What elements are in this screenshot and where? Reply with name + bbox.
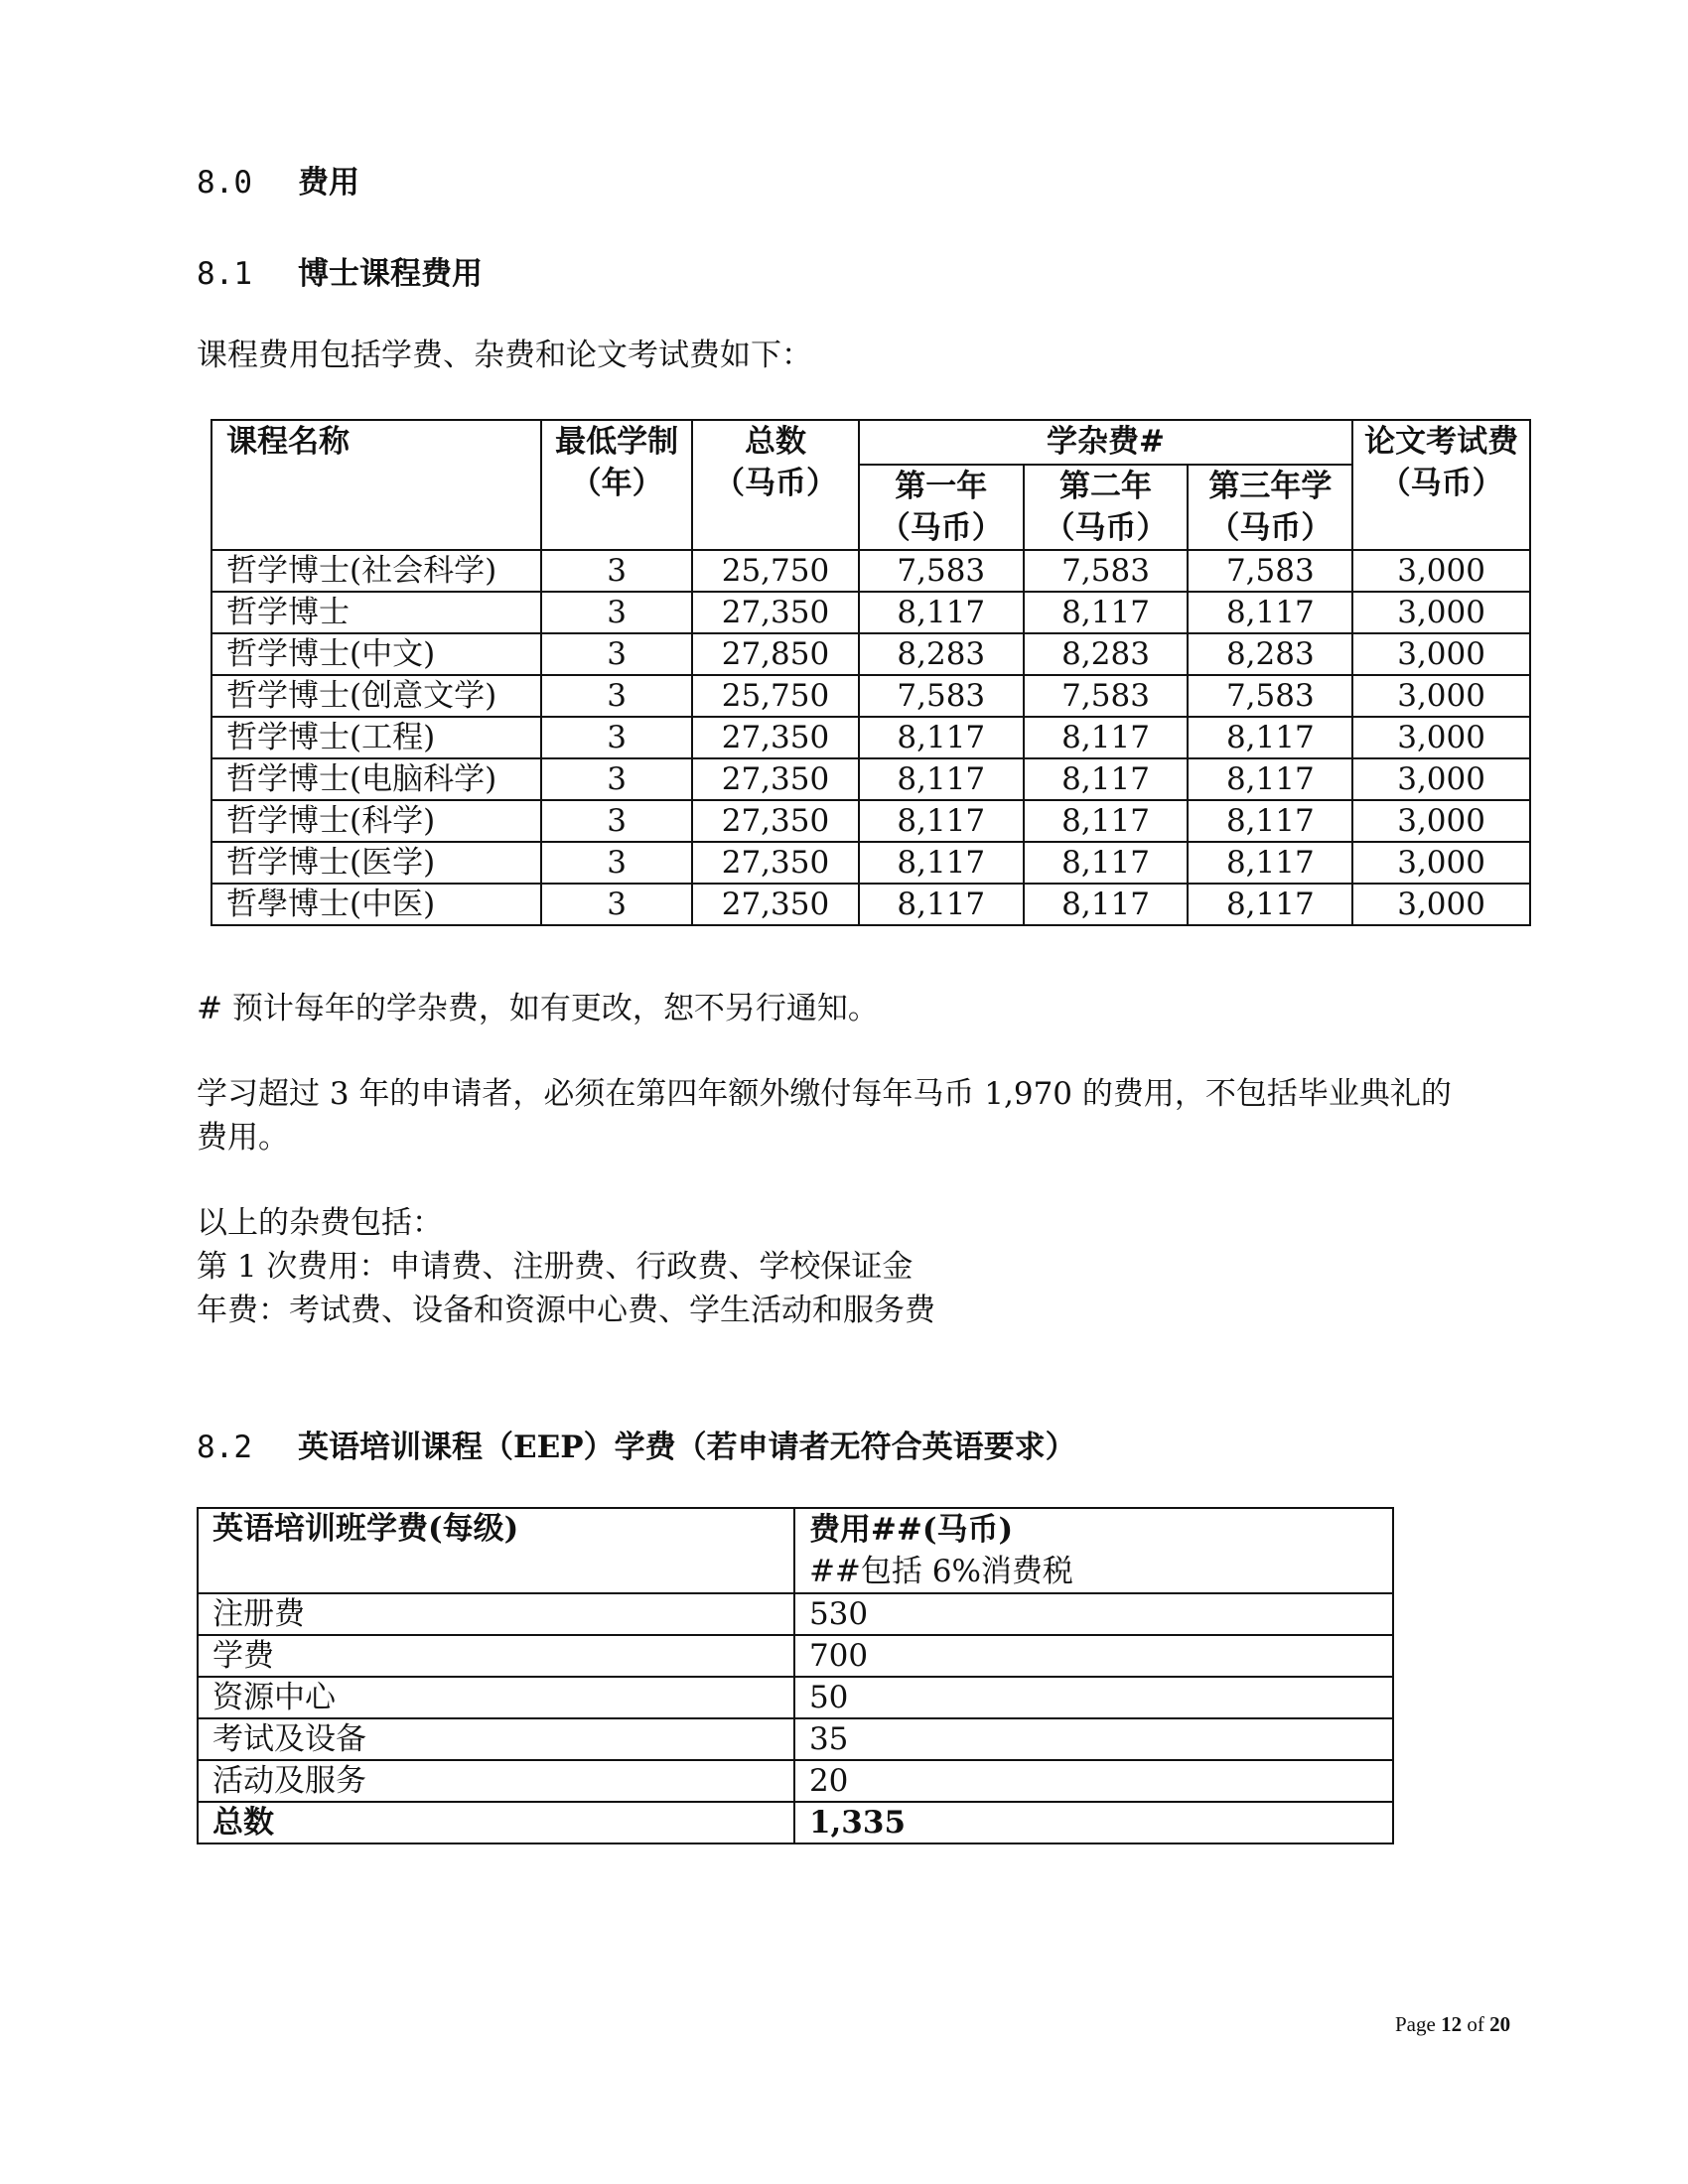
header-program-name: 课程名称 [211, 420, 541, 550]
table-row [211, 884, 1530, 925]
year-1-fee: 8,117 [859, 717, 1024, 758]
year-2-fee: 8,117 [1024, 758, 1189, 800]
table-row [211, 592, 1530, 633]
total: 27,350 [692, 842, 859, 884]
year-1-fee: 8,117 [859, 800, 1024, 842]
table-row [211, 633, 1530, 675]
header-fee-tax-note: ##包括 6%消费税 [808, 1554, 1073, 1589]
year-2-fee: 8,117 [1024, 800, 1189, 842]
year-2-fee: 8,117 [1024, 592, 1189, 633]
intro-paragraph: 课程费用包括学费、杂费和论文考试费如下： [197, 338, 812, 373]
table-row [211, 675, 1530, 717]
page-word: Page [1395, 2012, 1436, 2036]
year-3-fee: 7,583 [1188, 550, 1352, 592]
program-name: 哲学博士(工程) [211, 717, 541, 758]
year-1-fee: 8,117 [859, 592, 1024, 633]
year-3-fee: 8,283 [1188, 633, 1352, 675]
section-number: 8.0 [197, 165, 252, 201]
header-thesis-fee: 论文考试费 （马币） [1352, 420, 1530, 550]
total: 25,750 [692, 675, 859, 717]
program-name: 哲学博士(科学) [211, 800, 541, 842]
doctoral-fees-table [211, 419, 1531, 926]
header-total: 总数 （马币） [692, 420, 859, 550]
year-1-fee: 8,117 [859, 884, 1024, 925]
misc-fees-annual: 年费：考试费、设备和资源中心费、学生活动和服务费 [197, 1293, 935, 1328]
misc-fees-intro: 以上的杂费包括： [197, 1205, 443, 1241]
fee-value: 20 [794, 1760, 1393, 1802]
fee-value: 530 [794, 1593, 1393, 1635]
of-word: of [1467, 2012, 1484, 2036]
duration: 3 [541, 758, 692, 800]
header-fees: 学杂费# [859, 420, 1352, 465]
section-title: 英语培训课程（EEP）学费（若申请者无符合英语要求） [298, 1430, 1076, 1465]
table-row [198, 1760, 1393, 1802]
year-2-fee: 8,117 [1024, 842, 1189, 884]
page-footer [1395, 2012, 1510, 2037]
fee-item: 资源中心 [198, 1677, 794, 1718]
total-value: 1,335 [794, 1802, 1393, 1843]
thesis-fee: 3,000 [1352, 800, 1530, 842]
header-fee-label: 费用##(马币) [808, 1512, 1014, 1548]
table-row [198, 1677, 1393, 1718]
thesis-fee: 3,000 [1352, 592, 1530, 633]
header-duration: 最低学制 （年） [541, 420, 692, 550]
year-3-fee: 8,117 [1188, 800, 1352, 842]
duration: 3 [541, 884, 692, 925]
section-title: 博士课程费用 [298, 256, 483, 292]
total: 27,350 [692, 800, 859, 842]
extra-year-note-line-1: 学习超过 3 年的申请者，必须在第四年额外缴付每年马币 1,970 的费用，不包括毕业典礼的 [197, 1076, 1452, 1112]
year-3-fee: 8,117 [1188, 884, 1352, 925]
duration: 3 [541, 800, 692, 842]
total: 27,350 [692, 717, 859, 758]
table-row [211, 550, 1530, 592]
total: 25,750 [692, 550, 859, 592]
thesis-fee: 3,000 [1352, 550, 1530, 592]
section-8-0-heading [197, 157, 359, 202]
thesis-fee: 3,000 [1352, 842, 1530, 884]
table-row [198, 1635, 1393, 1677]
year-1-fee: 7,583 [859, 550, 1024, 592]
fee-value: 35 [794, 1718, 1393, 1760]
table-row [211, 717, 1530, 758]
year-2-fee: 7,583 [1024, 550, 1189, 592]
section-number: 8.1 [197, 256, 252, 292]
duration: 3 [541, 842, 692, 884]
year-1-fee: 8,117 [859, 842, 1024, 884]
thesis-fee: 3,000 [1352, 633, 1530, 675]
total: 27,350 [692, 884, 859, 925]
page-total: 20 [1489, 2012, 1511, 2036]
fee-item: 学费 [198, 1635, 794, 1677]
header-year-3: 第三年学 （马币） [1188, 465, 1352, 550]
program-name: 哲学博士(医学) [211, 842, 541, 884]
section-number: 8.2 [197, 1430, 252, 1465]
eep-fees-table [197, 1507, 1394, 1844]
year-1-fee: 8,117 [859, 758, 1024, 800]
thesis-fee: 3,000 [1352, 675, 1530, 717]
header-year-1: 第一年 （马币） [859, 465, 1024, 550]
extra-year-note [197, 1072, 1452, 1160]
thesis-fee: 3,000 [1352, 884, 1530, 925]
table-row [198, 1718, 1393, 1760]
section-8-2-heading [197, 1422, 1076, 1466]
fee-value: 50 [794, 1677, 1393, 1718]
program-name: 哲学博士(社会科学) [211, 550, 541, 592]
year-2-fee: 8,283 [1024, 633, 1189, 675]
misc-fees-one-time: 第 1 次费用：申请费、注册费、行政费、学校保证金 [197, 1249, 914, 1285]
program-name: 哲学博士 [211, 592, 541, 633]
total-row [198, 1802, 1393, 1843]
header-year-2: 第二年 （马币） [1024, 465, 1189, 550]
fee-change-note: # 预计每年的学杂费，如有更改，恕不另行通知。 [197, 991, 879, 1026]
duration: 3 [541, 717, 692, 758]
fee-value: 700 [794, 1635, 1393, 1677]
fee-item: 注册费 [198, 1593, 794, 1635]
table-row [198, 1593, 1393, 1635]
program-name: 哲学博士(创意文学) [211, 675, 541, 717]
fee-item: 活动及服务 [198, 1760, 794, 1802]
extra-year-note-line-2: 费用。 [197, 1120, 289, 1156]
year-3-fee: 8,117 [1188, 758, 1352, 800]
table-row [211, 758, 1530, 800]
total: 27,350 [692, 592, 859, 633]
year-2-fee: 7,583 [1024, 675, 1189, 717]
section-8-1-heading [197, 248, 483, 293]
table-row [211, 800, 1530, 842]
fee-item: 考试及设备 [198, 1718, 794, 1760]
duration: 3 [541, 592, 692, 633]
year-3-fee: 7,583 [1188, 675, 1352, 717]
total-label: 总数 [198, 1802, 794, 1843]
total: 27,850 [692, 633, 859, 675]
section-title: 费用 [298, 165, 359, 201]
program-name: 哲学博士(中文) [211, 633, 541, 675]
table-header-row [211, 420, 1530, 465]
duration: 3 [541, 675, 692, 717]
misc-fees-paragraph [197, 1201, 935, 1332]
page-number: 12 [1441, 2012, 1463, 2036]
year-1-fee: 7,583 [859, 675, 1024, 717]
year-3-fee: 8,117 [1188, 717, 1352, 758]
program-name: 哲学博士(电脑科学) [211, 758, 541, 800]
year-2-fee: 8,117 [1024, 884, 1189, 925]
table-header-row [198, 1508, 1393, 1593]
year-2-fee: 8,117 [1024, 717, 1189, 758]
thesis-fee: 3,000 [1352, 758, 1530, 800]
thesis-fee: 3,000 [1352, 717, 1530, 758]
duration: 3 [541, 633, 692, 675]
header-item: 英语培训班学费(每级) [198, 1508, 794, 1593]
duration: 3 [541, 550, 692, 592]
program-name: 哲學博士(中医) [211, 884, 541, 925]
table-row [211, 842, 1530, 884]
year-1-fee: 8,283 [859, 633, 1024, 675]
total: 27,350 [692, 758, 859, 800]
header-fee [794, 1508, 1393, 1593]
year-3-fee: 8,117 [1188, 842, 1352, 884]
year-3-fee: 8,117 [1188, 592, 1352, 633]
